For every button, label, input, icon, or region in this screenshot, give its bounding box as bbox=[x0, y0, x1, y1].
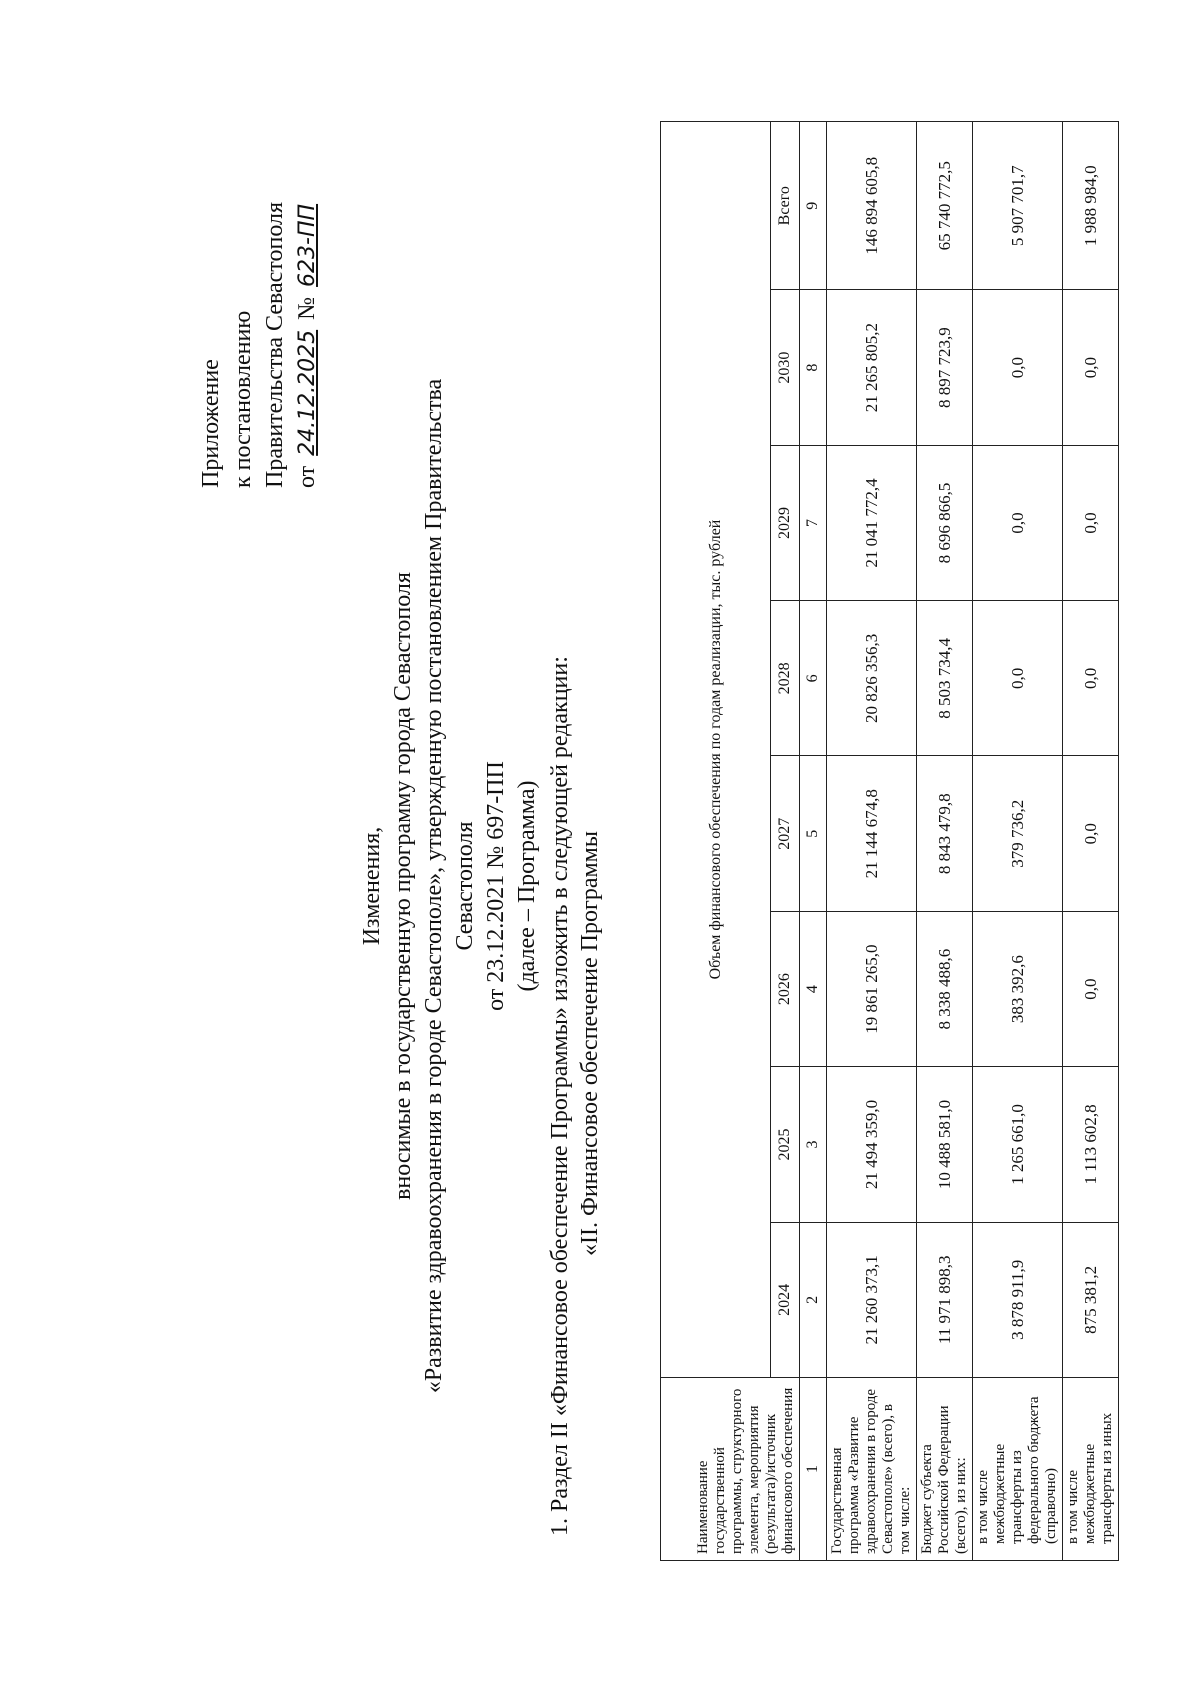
financing-table-wrapper bbox=[660, 121, 1115, 1561]
year-header: 2027 bbox=[771, 756, 800, 911]
cell-value: 21 494 359,0 bbox=[827, 1067, 917, 1222]
row-name: Государственная программа «Развитие здравоохранения в городе Севастополе» (всего), в том числе: bbox=[827, 1378, 917, 1561]
total-header: Всего bbox=[771, 122, 800, 290]
year-header: 2028 bbox=[771, 601, 800, 756]
column-number-row bbox=[800, 122, 827, 1561]
cell-value: 1 113 602,8 bbox=[1063, 1067, 1119, 1222]
year-header: 2024 bbox=[771, 1222, 800, 1377]
cell-value: 11 971 898,3 bbox=[917, 1222, 973, 1377]
section-line-1: 1. Раздел II «Финансовое обеспечение Программы» изложить в следующей редакции: bbox=[547, 656, 573, 1536]
cell-value: 21 144 674,8 bbox=[827, 756, 917, 911]
cell-value: 21 265 805,2 bbox=[827, 290, 917, 445]
cell-value: 10 488 581,0 bbox=[917, 1067, 973, 1222]
cell-value: 0,0 bbox=[1063, 756, 1119, 911]
cell-value: 0,0 bbox=[973, 601, 1063, 756]
cell-value: 0,0 bbox=[1063, 911, 1119, 1066]
section-line-2: «II. Финансовое обеспечение Программы bbox=[577, 831, 603, 1256]
column-number: 9 bbox=[800, 122, 827, 290]
title-line-5: (далее – Программа) bbox=[514, 780, 540, 992]
cell-total: 1 988 984,0 bbox=[1063, 122, 1119, 290]
handwritten-date: 24.12.2025 bbox=[295, 329, 320, 456]
cell-value: 875 381,2 bbox=[1063, 1222, 1119, 1377]
approval-stamp bbox=[195, 200, 324, 488]
cell-value: 8 503 734,4 bbox=[917, 601, 973, 756]
date-prefix: от bbox=[294, 465, 320, 488]
document-title bbox=[357, 326, 543, 1446]
cell-value: 0,0 bbox=[1063, 445, 1119, 600]
handwritten-number: 623-ПП bbox=[295, 203, 320, 287]
cell-value: 8 843 479,8 bbox=[917, 756, 973, 911]
table-row bbox=[827, 122, 917, 1561]
cell-value: 379 736,2 bbox=[973, 756, 1063, 911]
cell-value: 0,0 bbox=[973, 445, 1063, 600]
column-number: 7 bbox=[800, 445, 827, 600]
table-row bbox=[973, 122, 1063, 1561]
title-line-3: «Развитие здравоохранения в городе Севастополе», утвержденную постановлением Правительства Севастополя bbox=[421, 378, 478, 1394]
cell-value: 21 260 373,1 bbox=[827, 1222, 917, 1377]
column-number: 4 bbox=[800, 911, 827, 1066]
cell-total: 5 907 701,7 bbox=[973, 122, 1063, 290]
cell-total: 65 740 772,5 bbox=[917, 122, 973, 290]
approval-date-line bbox=[291, 200, 324, 488]
year-header: 2029 bbox=[771, 445, 800, 600]
number-prefix: № bbox=[294, 296, 320, 320]
financing-table bbox=[660, 121, 1119, 1561]
approval-line-1: Приложение bbox=[198, 359, 224, 488]
title-line-2: вносимые в государственную программу города Севастополя bbox=[390, 572, 416, 1200]
cell-value: 8 696 866,5 bbox=[917, 445, 973, 600]
cell-value: 20 826 356,3 bbox=[827, 601, 917, 756]
approval-line-3: Правительства Севастополя bbox=[262, 201, 288, 488]
column-number: 5 bbox=[800, 756, 827, 911]
year-header: 2030 bbox=[771, 290, 800, 445]
table-row bbox=[1063, 122, 1119, 1561]
approval-line-2: к постановлению bbox=[230, 310, 256, 488]
row-name: в том числе межбюджетные трансферты из иных bbox=[1063, 1378, 1119, 1561]
row-name: Бюджет субъекта Российской Федерации (всего), из них: bbox=[917, 1378, 973, 1561]
cell-value: 383 392,6 bbox=[973, 911, 1063, 1066]
year-header: 2026 bbox=[771, 911, 800, 1066]
title-line-1: Изменения, bbox=[359, 826, 385, 946]
cell-value: 8 338 488,6 bbox=[917, 911, 973, 1066]
cell-value: 8 897 723,9 bbox=[917, 290, 973, 445]
table-row bbox=[917, 122, 973, 1561]
volume-header: Объем финансового обеспечения по годам реализации, тыс. рублей bbox=[661, 122, 771, 1378]
cell-value: 21 041 772,4 bbox=[827, 445, 917, 600]
title-line-4: от 23.12.2021 № 697-ПП bbox=[483, 761, 509, 1011]
cell-value: 0,0 bbox=[1063, 601, 1119, 756]
cell-value: 1 265 661,0 bbox=[973, 1067, 1063, 1222]
section-heading bbox=[545, 276, 605, 1536]
year-header: 2025 bbox=[771, 1067, 800, 1222]
name-column-header: Наименование государственной программы, структурного элемента, мероприятия (результата)/источник финансового обеспечения bbox=[661, 1378, 800, 1561]
column-number: 6 bbox=[800, 601, 827, 756]
column-number: 2 bbox=[800, 1222, 827, 1377]
cell-value: 3 878 911,9 bbox=[973, 1222, 1063, 1377]
cell-total: 146 894 605,8 bbox=[827, 122, 917, 290]
column-number: 3 bbox=[800, 1067, 827, 1222]
column-number: 8 bbox=[800, 290, 827, 445]
cell-value: 0,0 bbox=[1063, 290, 1119, 445]
column-number: 1 bbox=[800, 1378, 827, 1561]
row-name: в том числе межбюджетные трансферты из федерального бюджета (справочно) bbox=[973, 1378, 1063, 1561]
cell-value: 19 861 265,0 bbox=[827, 911, 917, 1066]
cell-value: 0,0 bbox=[973, 290, 1063, 445]
